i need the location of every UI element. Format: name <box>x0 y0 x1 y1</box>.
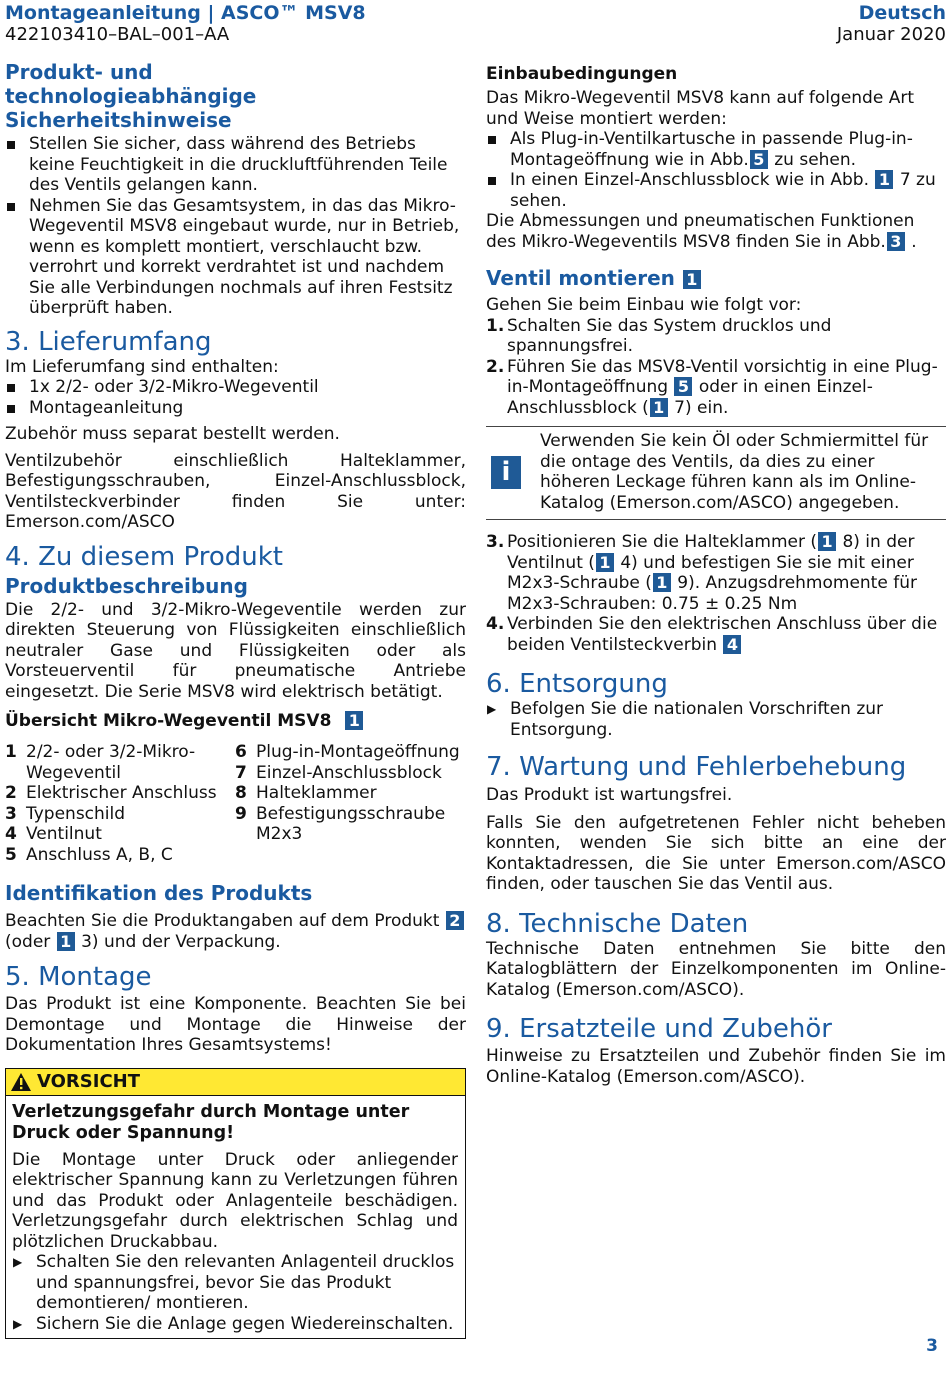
parts-item: 2 Elektrischer Anschluss <box>5 783 217 803</box>
figure-ref-badge: 1 <box>683 270 701 289</box>
page-number: 3 <box>926 1336 938 1356</box>
dimensions-text: Die Abmessungen und pneumatischen Funktionen des Mikro-Wegeventils MSV8 finden Sie in Abb. 3 . <box>486 211 917 252</box>
mount-heading <box>486 266 946 290</box>
caution-title: Verletzungsgefahr durch Montage unter Druck oder Spannung! <box>12 1101 410 1143</box>
section-heading-maintenance: 7. Wartung und Fehlerbehebung <box>486 752 907 782</box>
section-heading-assembly: 5. Montage <box>5 962 152 992</box>
document-language: Deutsch <box>858 2 946 24</box>
list-item: Als Plug-in-Ventilkartusche in passende Plug-in-Montageöffnung wie in Abb. 5 zu sehen. <box>486 129 946 170</box>
parts-column-2 <box>235 742 466 865</box>
figure-ref-badge: 1 <box>57 932 75 951</box>
caution-steps <box>12 1252 458 1334</box>
product-description: Die 2/2- und 3/2-Mikro-Wegeventile werden zur direkten Steuerung von Flüssigkeiten einschließlich neutraler Gase und Flüssigkeiten oder als Vorsteuerventil für pneumatische Antriebe eingesetzt. Die Serie MSV8 wird elektrisch betätigt. <box>5 599 466 702</box>
section-heading-delivery: 3. Lieferumfang <box>5 326 212 357</box>
assembly-text: Das Produkt ist eine Komponente. Beachten Sie bei Demontage und Montage die Hinweise der Dokumentation Ihres Gesamtsystems! <box>5 994 466 1055</box>
list-item: 3. Positionieren Sie die Halteklammer ( 1 8) in der Ventilnut ( 1 4) und befestigen Sie sie mit einer M2x3-Schraube ( 1 9). Anzugsdrehmomente für M2x3-Schrauben: 0.75 ± 0.25 Nm <box>486 532 917 614</box>
figure-ref-badge: 5 <box>750 150 768 169</box>
safety-list <box>5 134 466 319</box>
list-item: In einen Einzel-Anschlussblock wie in Abb. 1 7 zu sehen. <box>486 170 946 211</box>
header-right <box>837 2 946 46</box>
figure-ref-badge: 2 <box>446 911 464 930</box>
parts-item: 3 Typenschild <box>5 803 126 824</box>
maintenance-text-1: Das Produkt ist wartungsfrei. <box>486 785 733 805</box>
figure-ref-badge: 5 <box>674 377 692 396</box>
mount-steps-a <box>486 316 946 419</box>
delivery-accessories: Ventilzubehör einschließlich Halteklammer, Befestigungsschrauben, Einzel-Anschlussblock, Ventilsteckverbinder finden Sie unter: Emerson.com/ASCO <box>5 450 466 532</box>
parts-list <box>5 742 466 865</box>
overview-heading-text: Übersicht Mikro-Wegeventil MSV8 <box>5 711 332 731</box>
figure-ref-badge: 1 <box>653 573 671 592</box>
figure-ref-badge: 4 <box>723 635 741 654</box>
delivery-note: Zubehör muss separat bestellt werden. <box>5 424 340 444</box>
list-item: ▶ Befolgen Sie die nationalen Vorschriften zur Entsorgung. <box>486 699 946 740</box>
disposal-steps <box>486 699 946 740</box>
delivery-list <box>5 377 466 418</box>
parts-item: 7 Einzel-Anschlussblock <box>235 762 442 783</box>
document-date: Januar 2020 <box>836 24 946 45</box>
list-item: 1x 2/2- oder 3/2-Mikro-Wegeventil <box>5 377 466 398</box>
info-note <box>486 426 946 520</box>
mount-steps-b <box>486 532 946 655</box>
spares-text: Hinweise zu Ersatzteilen und Zubehör finden Sie im Online-Katalog (Emerson.com/ASCO). <box>486 1046 946 1087</box>
caution-text: Die Montage unter Druck oder anliegender elektrischer Spannung kann zu Verletzungen führen und das Produkt oder Anlagenteile beschädigen. Verletzungsgefahr durch elektrischen Schlag und plötzlichen Druckabbau. <box>12 1149 458 1252</box>
parts-item: 6 Plug-in-Montageöffnung <box>235 742 460 762</box>
list-item: 2. Führen Sie das MSV8-Ventil vorsichtig in eine Plug-in-Montageöffnung 5 oder in einen Einzel-Anschlussblock ( 1 7) ein. <box>486 356 938 418</box>
list-item: Stellen Sie sicher, dass während des Betriebs keine Feuchtigkeit in die druckluftführenden Teile des Ventils gelangen kann. <box>5 134 466 196</box>
install-conditions-intro: Das Mikro-Wegeventil MSV8 kann auf folgende Art und Weise montiert werden: <box>486 88 914 129</box>
caution-bar <box>6 1069 465 1096</box>
parts-item: 4 Ventilnut <box>5 824 102 844</box>
right-column <box>486 64 946 1087</box>
info-icon: i <box>486 431 540 513</box>
product-description-heading: Produktbeschreibung <box>5 573 248 598</box>
figure-ref-badge: 1 <box>650 398 668 417</box>
figure-ref-badge: 3 <box>887 232 905 251</box>
list-item: ▶ Sichern Sie die Anlage gegen Wiedereinschalten. <box>12 1314 458 1335</box>
figure-ref-badge: 1 <box>345 711 363 730</box>
list-item: 1. Schalten Sie das System drucklos und spannungsfrei. <box>486 315 832 356</box>
section-heading-spares: 9. Ersatzteile und Zubehör <box>486 1014 832 1044</box>
mount-intro: Gehen Sie beim Einbau wie folgt vor: <box>486 295 802 315</box>
header-left <box>5 2 366 46</box>
document-title: Montageanleitung | ASCO™ MSV8 <box>5 2 366 24</box>
parts-item: 1 2/2- oder 3/2-Mikro-Wegeventil <box>5 742 196 783</box>
section-heading-techdata: 8. Technische Daten <box>486 908 749 939</box>
document-id: 422103410–BAL–001–AA <box>5 24 230 45</box>
overview-heading <box>5 711 466 732</box>
parts-column-1 <box>5 742 235 865</box>
list-item: 4. Verbinden Sie den elektrischen Anschluss über die beiden Ventilsteckverbin 4 <box>486 614 938 655</box>
maintenance-text-2: Falls Sie den aufgetretenen Fehler nicht beheben konnten, wenden Sie sich bitte an eine der Kontaktadressen, die Sie unter Emerson.com/ASCO finden, oder tauschen Sie das Ventil aus. <box>486 812 946 894</box>
caution-content <box>6 1096 465 1339</box>
identification-text: Beachten Sie die Produktangaben auf dem Produkt 2 (oder 1 3) und der Verpackung. <box>5 911 466 952</box>
identification-heading: Identifikation des Produkts <box>5 881 313 905</box>
section-heading-disposal: 6. Entsorgung <box>486 669 668 699</box>
list-item: Montageanleitung <box>5 398 466 419</box>
list-item: Nehmen Sie das Gesamtsystem, in das das Mikro-Wegeventil MSV8 eingebaut wurde, nur in Betrieb, wenn es komplett montiert, verschlaucht bzw. verrohrt und korrekt verdrahtet ist und nachdem Sie alle Verbindungen nochmals auf ihren Festsitz überprüft haben. <box>5 196 466 319</box>
parts-item: 8 Halteklammer <box>235 783 377 803</box>
figure-ref-badge: 1 <box>818 532 836 551</box>
caution-label: VORSICHT <box>37 1070 140 1092</box>
list-item: ▶ Schalten Sie den relevanten Anlagenteil drucklos und spannungsfrei, bevor Sie das Produkt demontieren/ montieren. <box>12 1252 458 1314</box>
section-heading-product: 4. Zu diesem Produkt <box>5 541 283 572</box>
install-conditions-heading: Einbaubedingungen <box>486 64 678 84</box>
caution-box <box>5 1068 466 1340</box>
info-text: Verwenden Sie kein Öl oder Schmiermittel für die ontage des Ventils, da dies zu einer höheren Leckage führen kann als im Online-Katalog (Emerson.com/ASCO) angegeben. <box>540 431 929 513</box>
parts-item: 9 Befestigungsschraube M2x3 <box>235 803 446 844</box>
warning-triangle-icon <box>10 1072 32 1092</box>
delivery-intro: Im Lieferumfang sind enthalten: <box>5 356 279 377</box>
install-conditions-list <box>486 129 946 211</box>
parts-item: 5 Anschluss A, B, C <box>5 844 173 865</box>
figure-ref-badge: 1 <box>596 553 614 572</box>
left-column <box>5 60 466 1339</box>
techdata-text: Technische Daten entnehmen Sie bitte den Katalogblättern der Einzelkomponenten im Online-Katalog (Emerson.com/ASCO). <box>486 938 946 1000</box>
figure-ref-badge: 1 <box>875 170 893 189</box>
mount-heading-text: Ventil montieren <box>486 266 675 290</box>
safety-heading: Produkt- und technologieabhängige Sicherheitshinweise <box>5 60 257 132</box>
